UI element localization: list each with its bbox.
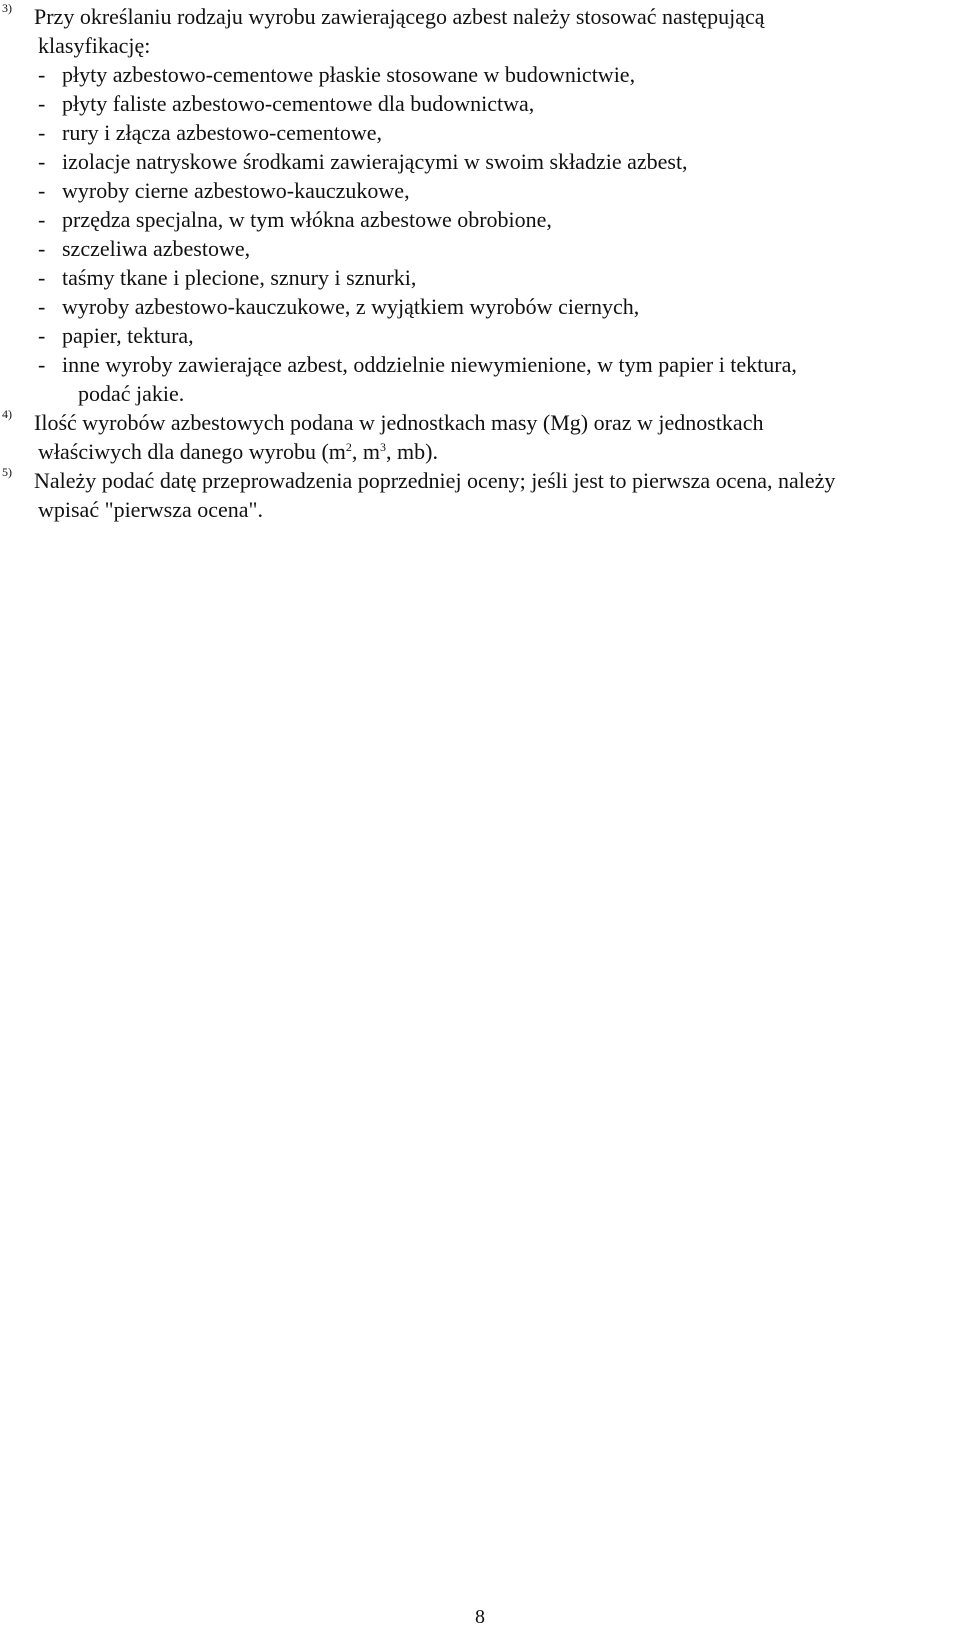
footnote-4-line-2-mid: , m bbox=[351, 439, 381, 464]
classification-item bbox=[0, 147, 960, 176]
classification-item-text: przędza specjalna, w tym włókna azbestowe obrobione, bbox=[62, 207, 552, 232]
footnote-3-lead-line-2: klasyfikację: bbox=[38, 33, 151, 58]
list-dash: - bbox=[38, 323, 46, 348]
page-number: 8 bbox=[475, 1606, 485, 1628]
footnote-4-line-1: Ilość wyrobów azbestowych podana w jednostkach masy (Mg) oraz w jednostkach bbox=[34, 410, 764, 435]
classification-item bbox=[0, 263, 960, 292]
list-dash: - bbox=[38, 207, 46, 232]
footnote-4-line-2-end: , mb). bbox=[386, 439, 438, 464]
classification-item-text: wyroby azbestowo-kauczukowe, z wyjątkiem wyrobów ciernych, bbox=[62, 294, 640, 319]
list-dash: - bbox=[38, 265, 46, 290]
footnote-3 bbox=[0, 2, 960, 408]
classification-item bbox=[0, 60, 960, 89]
superscript-3: 3 bbox=[380, 440, 387, 454]
classification-item bbox=[0, 205, 960, 234]
footnote-4 bbox=[0, 408, 960, 466]
classification-item bbox=[0, 89, 960, 118]
classification-item-text: papier, tektura, bbox=[62, 323, 194, 348]
footnote-5-line-1: Należy podać datę przeprowadzenia poprzedniej oceny; jeśli jest to pierwsza ocena, należy bbox=[34, 468, 836, 493]
classification-item bbox=[0, 350, 960, 379]
classification-item-text: szczeliwa azbestowe, bbox=[62, 236, 251, 261]
list-dash: - bbox=[38, 236, 46, 261]
footnotes-section bbox=[0, 2, 960, 524]
classification-item-text: taśmy tkane i plecione, sznury i sznurki, bbox=[62, 265, 417, 290]
classification-item bbox=[0, 321, 960, 350]
classification-item bbox=[0, 176, 960, 205]
classification-item-text: płyty faliste azbestowo-cementowe dla budownictwa, bbox=[62, 91, 535, 116]
classification-item-text: płyty azbestowo-cementowe płaskie stosowane w budownictwie, bbox=[62, 62, 636, 87]
list-dash: - bbox=[38, 149, 46, 174]
classification-item-text: inne wyroby zawierające azbest, oddzielnie niewymienione, w tym papier i tektura, bbox=[62, 352, 797, 377]
footnote-5 bbox=[0, 466, 960, 524]
list-dash: - bbox=[38, 352, 46, 377]
list-dash: - bbox=[38, 62, 46, 87]
classification-item-text: izolacje natryskowe środkami zawierającymi w swoim składzie azbest, bbox=[62, 149, 688, 174]
footnote-4-line-2 bbox=[0, 437, 960, 466]
footnote-4-mark: 4) bbox=[2, 407, 12, 421]
footnote-5-mark: 5) bbox=[2, 465, 12, 479]
footnote-5-line-2: wpisać "pierwsza ocena". bbox=[38, 497, 264, 522]
classification-item bbox=[0, 234, 960, 263]
classification-item-text: rury i złącza azbestowo-cementowe, bbox=[62, 120, 383, 145]
list-dash: - bbox=[38, 178, 46, 203]
footnote-3-mark: 3) bbox=[2, 1, 12, 15]
classification-item bbox=[0, 118, 960, 147]
list-dash: - bbox=[38, 91, 46, 116]
superscript-2: 2 bbox=[345, 440, 352, 454]
classification-item-text: wyroby cierne azbestowo-kauczukowe, bbox=[62, 178, 410, 203]
classification-item-continuation: podać jakie. bbox=[78, 381, 185, 406]
list-dash: - bbox=[38, 294, 46, 319]
footnote-4-line-2-start: właściwych dla danego wyrobu (m bbox=[38, 439, 346, 464]
footnote-3-lead-line-1: Przy określaniu rodzaju wyrobu zawierającego azbest należy stosować następującą bbox=[34, 4, 765, 29]
list-dash: - bbox=[38, 120, 46, 145]
classification-item bbox=[0, 292, 960, 321]
